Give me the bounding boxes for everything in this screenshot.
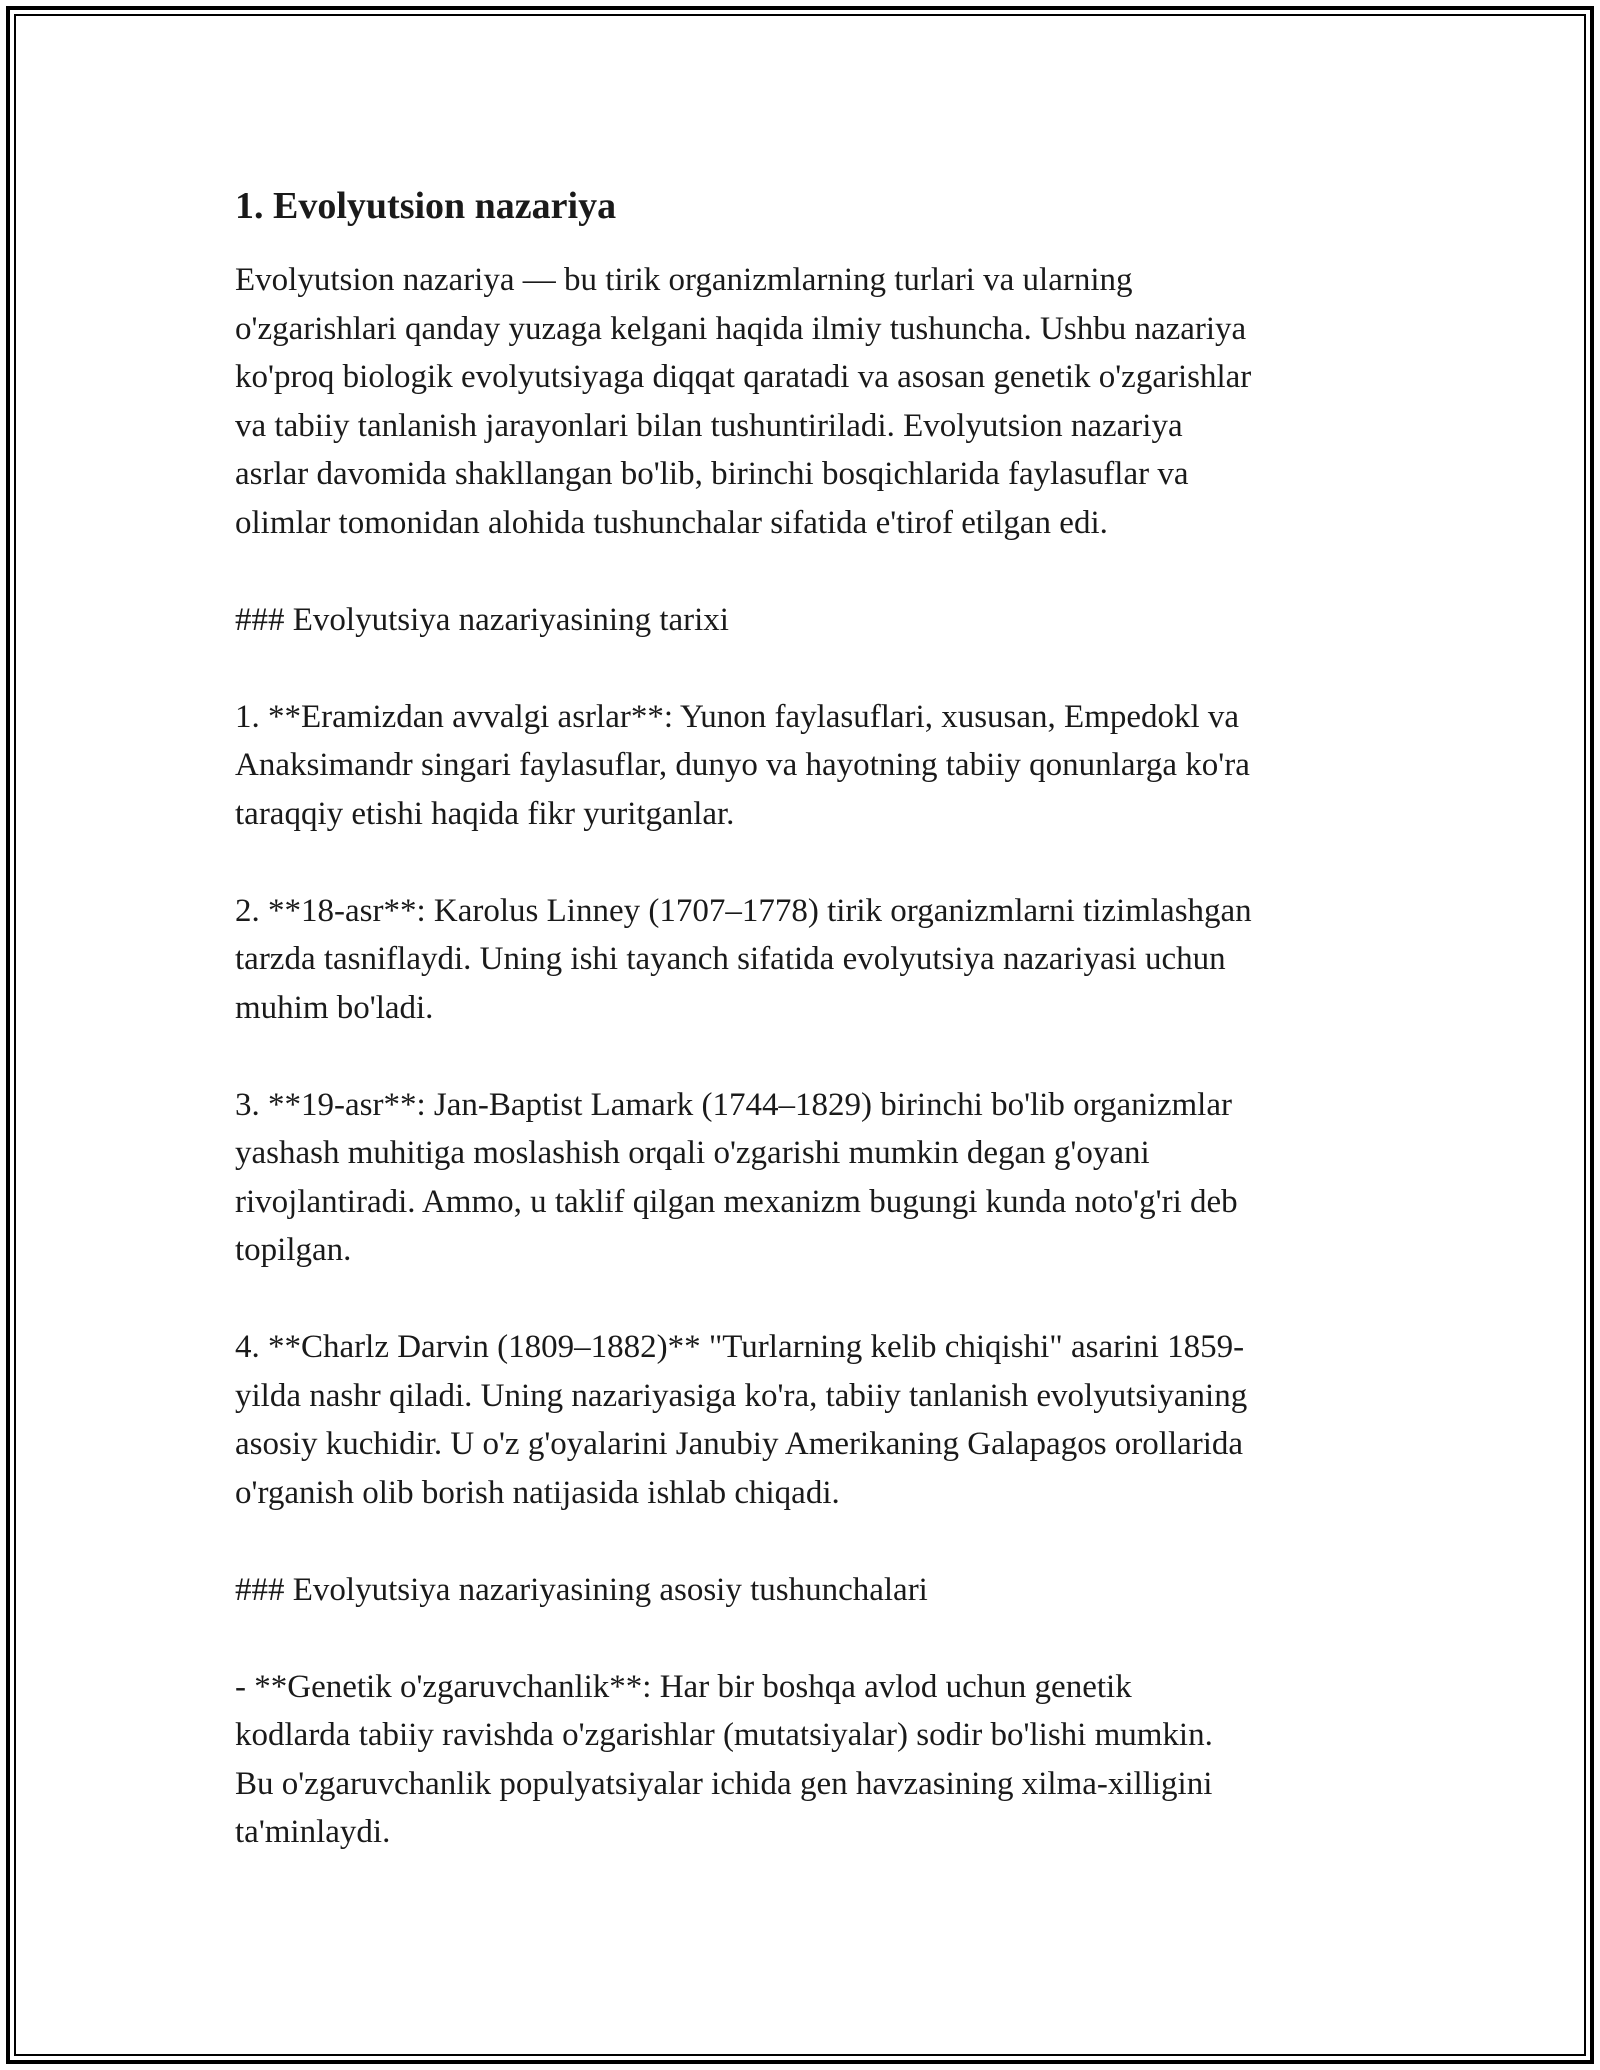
paragraph-spacer — [235, 1517, 1375, 1566]
history-item-3: 3. **19-asr**: Jan-Baptist Lamark (1744–1829) birinchi bo'lib organizmlar yashash muhitiga moslashish orqali o'zgarishi mumkin degan g'oyani rivojlantiradi. Ammo, u taklif qilgan mexanizm bugungi kunda noto'g'ri deb topilgan. — [235, 1086, 1238, 1268]
concept-item-genetic-variation: - **Genetik o'zgaruvchanlik**: Har bir boshqa avlod uchun genetik kodlarda tabiiy ravishda o'zgarishlar (mutatsiyalar) sodir bo'lishi mumkin. Bu o'zgaruvchanlik populyatsiyalar ichida gen havzasining xilma-xilligini ta'minlaydi. — [235, 1668, 1213, 1850]
paragraph-spacer — [235, 1032, 1375, 1081]
paragraph-spacer — [235, 547, 1375, 596]
paragraph-spacer — [235, 1275, 1375, 1324]
history-item-2: 2. **18-asr**: Karolus Linney (1707–1778) tirik organizmlarni tizimlashgan tarzda tasniflaydi. Uning ishi tayanch sifatida evolyutsiya nazariyasi uchun muhim bo'ladi. — [235, 892, 1252, 1026]
section-heading-history: ### Evolyutsiya nazariyasining tarixi — [235, 601, 729, 638]
document-title: 1. Evolyutsion nazariya — [235, 185, 617, 227]
history-item-4: 4. **Charlz Darvin (1809–1882)** "Turlarning kelib chiqishi" asarini 1859- yilda nashr qiladi. Uning nazariyasiga ko'ra, tabiiy tanlanish evolyutsiyaning asosiy kuchidir. U o'z g'oyalarini Janubiy Amerikaning Galapagos orollarida o'rganish olib borish natijasida ishlab chiqadi. — [235, 1329, 1248, 1511]
paragraph-spacer — [235, 1614, 1375, 1663]
history-item-1: 1. **Eramizdan avvalgi asrlar**: Yunon faylasuflari, xususan, Empedokl va Anaksimandr singari faylasuflar, dunyo va hayotning tabiiy qonunlarga ko'ra taraqqiy etishi haqida fikr yuritganlar. — [235, 698, 1250, 832]
paragraph-spacer — [235, 838, 1375, 887]
paragraph-spacer — [235, 644, 1375, 693]
document-body — [235, 182, 1375, 1857]
section-heading-concepts: ### Evolyutsiya nazariyasining asosiy tushunchalari — [235, 1571, 928, 1608]
intro-paragraph: Evolyutsion nazariya — bu tirik organizmlarning turlari va ularning o'zgarishlari qanday yuzaga kelgani haqida ilmiy tushuncha. Ushbu nazariya ko'proq biologik evolyutsiyaga diqqat qaratadi va asosan genetik o'zgarishlar va tabiiy tanlanish jarayonlari bilan tushuntiriladi. Evolyutsion nazariya asrlar davomida shakllangan bo'lib, birinchi bosqichlarida faylasuflar va olimlar tomonidan alohida tushunchalar sifatida e'tirof etilgan edi. — [235, 262, 1252, 541]
